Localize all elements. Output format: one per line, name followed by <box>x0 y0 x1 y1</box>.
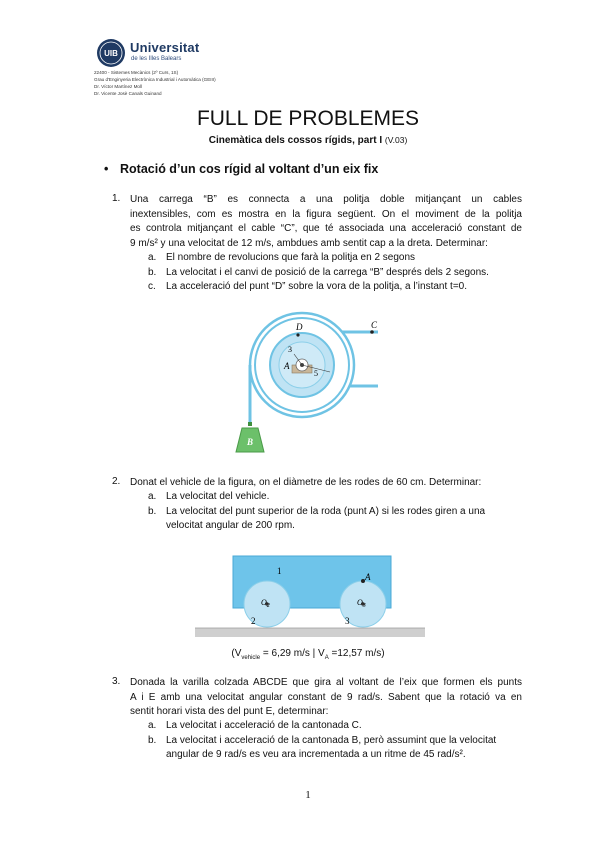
problem-2-number: 2. <box>112 476 121 487</box>
author-line-2: Dr. Vicente Josè Canals Guinand <box>94 91 162 96</box>
problem-3-line: sentit horari vista des del punt E, determinar: <box>130 706 329 717</box>
weight-hook <box>248 422 252 426</box>
page-subtitle <box>0 135 616 146</box>
ground <box>195 628 425 637</box>
label-c: C <box>371 320 378 330</box>
university-subname: de les Illes Balears <box>131 56 182 62</box>
problem-3-items <box>148 719 528 763</box>
version-label: (V.03) <box>384 135 408 145</box>
label-wheel-2: 2 <box>251 616 256 626</box>
page-title: FULL DE PROBLEMES <box>196 107 420 130</box>
bullet-icon: • <box>104 162 109 176</box>
list-item: angular de 9 rad/s es veu ara incrementada a un ritme de 45 rad/s². <box>166 749 466 760</box>
problem-1-line: es controla mitjançant el cable “C”, que té associada una acceleració constant de <box>130 223 522 234</box>
label-body-1: 1 <box>277 566 282 576</box>
point-d <box>296 333 299 336</box>
pulley-figure <box>220 310 400 460</box>
degree-line: Grau d'Enginyeria Electrònica Industrial i Automàtica (GEIII) <box>94 77 216 82</box>
list-item: velocitat angular de 200 rpm. <box>166 520 295 531</box>
problem-1-items <box>148 251 528 295</box>
problem-3-line: Donada la varilla colzada ABCDE que gira al voltant de l’eix que formen els punts <box>130 677 522 688</box>
list-item: a. El nombre de revolucions que farà la politja en 2 segons <box>148 252 416 263</box>
problem-2-line: Donat el vehicle de la figura, on el diàmetre de les rodes de 60 cm. Determinar: <box>130 477 482 488</box>
label-o2: $O_2$ <box>261 598 270 609</box>
label-wheel-3: 3 <box>345 616 350 626</box>
problem-3-number: 3. <box>112 676 121 687</box>
list-item: a. La velocitat del vehicle. <box>148 491 270 502</box>
label-b: B <box>246 437 254 447</box>
problem-1-text <box>130 193 522 251</box>
problem-1-line: 9 m/s² y una velocitat de 12 m/s, ambdues amb sentit cap a la dreta. Determinar: <box>130 237 488 249</box>
list-item: c. La acceleració del punt “D” sobre la vora de la politja, a l’instant t=0. <box>148 281 468 292</box>
section-heading <box>104 162 378 176</box>
problem-2-items <box>148 490 528 534</box>
university-name: Universitat <box>130 40 200 55</box>
section-heading-text: Rotació d’un cos rígid al voltant d’un eix fix <box>120 162 379 176</box>
problem-2-answer: ($V_{vehicle} = 6,29$ m/s | $V_A =12,57$ m/s) <box>231 648 385 661</box>
label-radius-3: 3 <box>288 345 292 354</box>
problem-1-line: inextensibles, com es mostra en la figura següent. On el moviment de la politja <box>130 208 522 220</box>
problem-3-text <box>130 676 522 720</box>
page-number: 1 <box>305 789 311 801</box>
label-d: D <box>296 322 303 332</box>
problem-2-text <box>130 476 522 491</box>
problem-3-line: A i E amb una velocitat angular constant de 9 rad/s. Sabent que la rotació va en <box>130 691 522 703</box>
label-a: A <box>284 361 290 371</box>
course-line: 22400 - Sistemes Mecànics (2º Curs, 1S) <box>94 70 179 75</box>
point-c <box>370 330 374 334</box>
logo-emblem-text: UIB <box>104 49 118 58</box>
vehicle-figure <box>195 552 425 642</box>
label-point-a: A <box>365 572 371 582</box>
problem-1-line: Una carrega “B” es connecta a una politja doble mitjançant un cables <box>130 194 522 205</box>
list-item: b. La velocitat i acceleració de la cantonada B, però assumint que la velocitat <box>148 734 497 746</box>
problem-1-number: 1. <box>112 193 121 204</box>
list-item: b. La velocitat del punt superior de la roda (punt A) si les rodes giren a una <box>148 505 486 517</box>
list-item: b. La velocitat i el canvi de posició de la carrega “B” després dels 2 segons. <box>148 266 489 278</box>
subtitle-text: Cinemàtica dels cossos rígids, part I <box>208 135 383 146</box>
list-item: a. La velocitat i acceleració de la cantonada C. <box>148 720 362 731</box>
label-radius-5: 5 <box>314 369 318 378</box>
uib-emblem-icon <box>96 38 130 68</box>
label-o3: $O_3$ <box>357 598 366 609</box>
author-line-1: Dr. Víctor Martínez Moll <box>94 84 142 89</box>
